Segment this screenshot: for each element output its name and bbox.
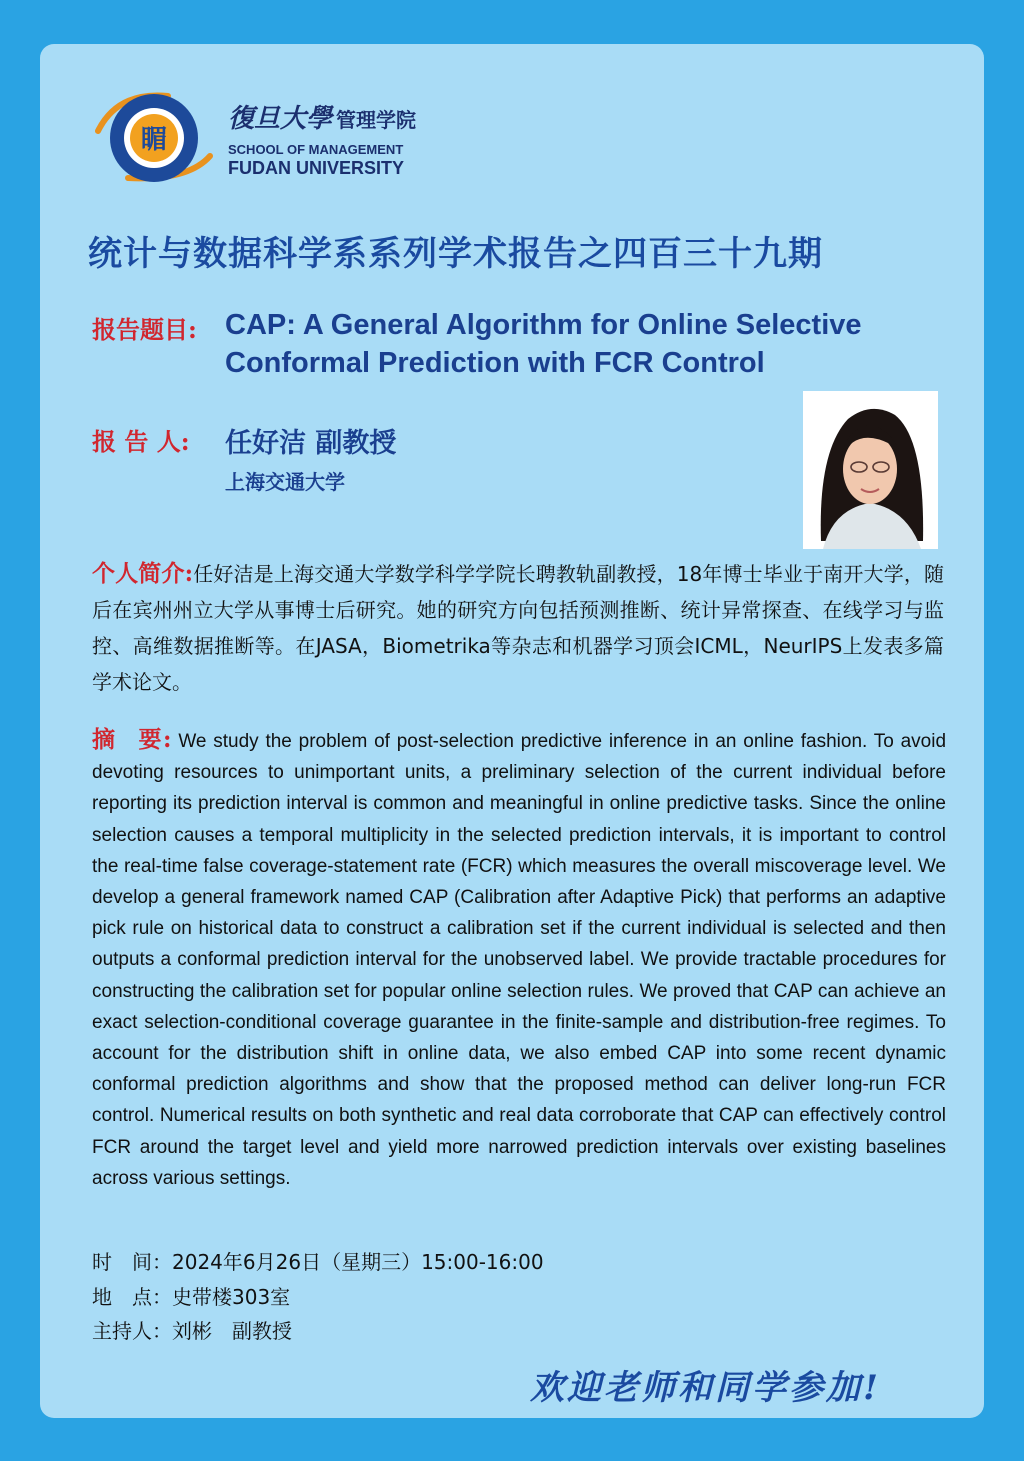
bio-label: 个人简介: [92,560,194,587]
abstract-label-b: 要: [138,726,172,753]
series-title: 统计与数据科学系系列学术报告之四百三十九期 [88,234,823,274]
school-seal-icon [88,86,216,186]
abstract-text: We study the problem of post-selection predictive inference in an online fashion. To avoid devoting resources to unimportant units, a preliminary selection of the current individual before reporting its prediction interval is common and meaningful in online predictive tasks. Since the online selection causes a temporal multiplicity in the selected prediction intervals, it is important to control the real-time false coverage-statement rate (FCR) which measures the overall miscoverage level. We develop a general framework named CAP (Calibration after Adaptive Pick) that performs an adaptive pick rule on historical data to construct a calibration set if the current individual is selected and then outputs a conformal prediction interval for the unobserved label. We provide tractable procedures for constructing the calibration set for popular online selection rules. We proved that CAP can achieve an exact selection-conditional coverage guarantee in the finite-sample and distribution-free regimes. To account for the distribution shift in online data, we also embed CAP into some recent dynamic conformal prediction algorithms and show that the proposed method can deliver long-run FCR control. Numerical results on both synthetic and real data corroborate that CAP can effectively control FCR around the target level and yield more narrowed prediction intervals over existing baselines across various settings. [92,731,947,1189]
speaker-name: 任好洁 副教授 [225,428,397,459]
abstract-label-a: 摘 [92,726,139,753]
logo-english-line1: SCHOOL OF MANAGEMENT [228,142,404,157]
portrait-icon [803,391,938,549]
abstract [92,724,946,1194]
welcome-message: 欢迎老师和同学参加! [530,1368,881,1408]
speaker-bio [92,556,944,700]
talk-title-label: 报告题目: [92,315,197,344]
logo-english-line2: FUDAN UNIVERSITY [228,158,405,178]
speaker-photo [803,391,938,549]
speaker-label: 报 告 人: [92,427,190,456]
bio-text: 任好洁是上海交通大学数学科学学院长聘教轨副教授，18年博士毕业于南开大学，随后在宾州州立大学从事博士后研究。她的研究方向包括预测推断、统计异常探查、在线学习与监控、高维数据推断等。在JASA，Biometrika等杂志和机器学习顶会ICML，NeurIPS上发表多篇学术论文。 [92,562,944,694]
speaker-affiliation: 上海交通大学 [225,470,345,494]
logo-chinese-name: 復旦大學 管理学院 [228,104,417,134]
svg-text:睸: 睸 [140,125,168,155]
event-place: 地 点：史带楼303室 [92,1285,291,1309]
event-time: 时 间：2024年6月26日（星期三）15:00-16:00 [92,1250,544,1274]
school-logo [88,86,423,186]
event-host: 主持人：刘彬 副教授 [92,1319,292,1343]
talk-title: CAP: A General Algorithm for Online Selective Conformal Prediction with FCR Control [225,309,862,379]
